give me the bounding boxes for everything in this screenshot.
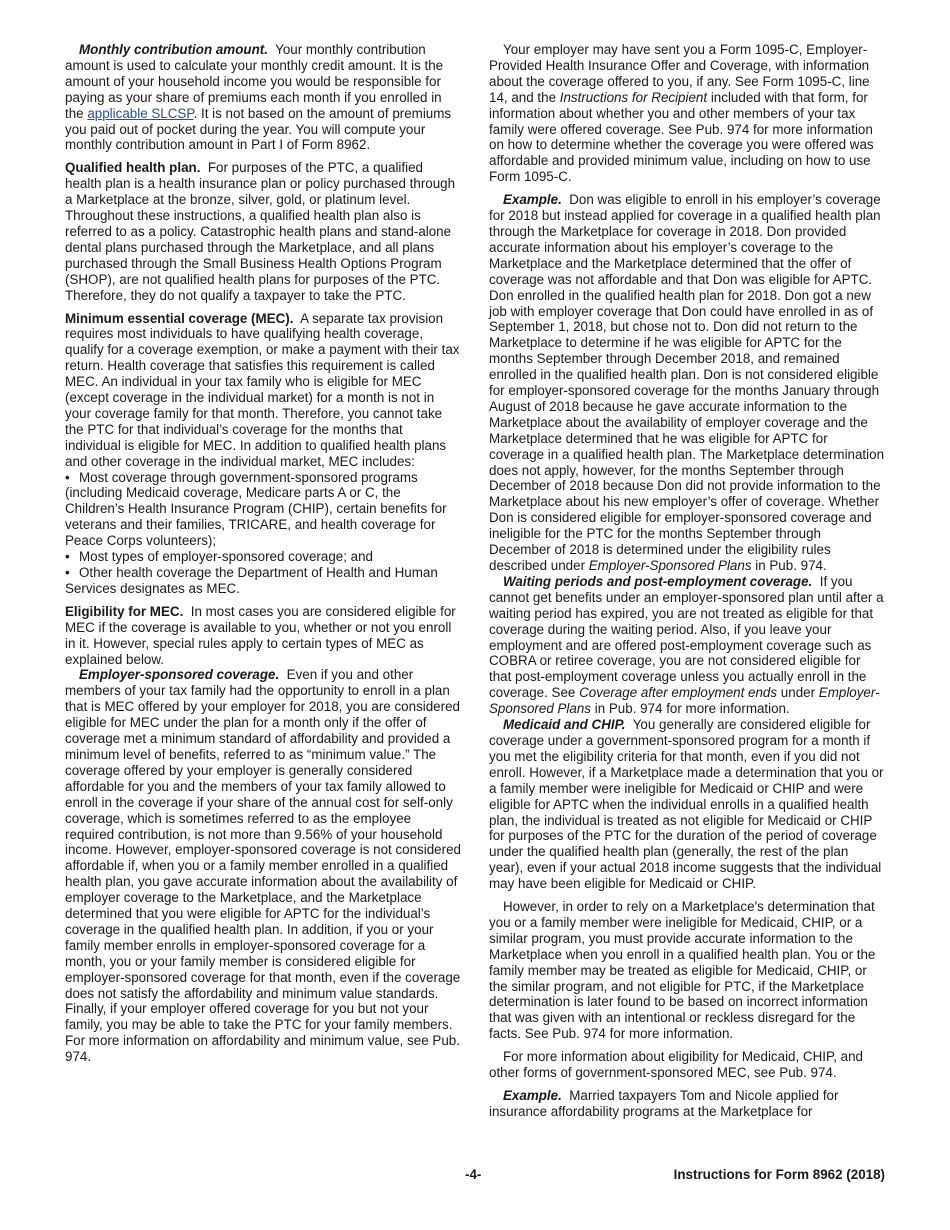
right-column <box>489 42 885 1127</box>
section-heading: Example. <box>503 1088 562 1103</box>
example-don-paragraph: Example. Don was eligible to enroll in his employer’s coverage for 2018 but instead applied for coverage in a qualified health plan through the Marketplace for coverage in 2018. Don provided accurate information about his employer’s coverage to the Marketplace and the Marketplace determined that the offer of coverage was not affordable and that Don was eligible for APTC. Don enrolled in the qualified health plan for 2018. Don got a new job with employer coverage that Don could have enrolled in as of September 1, 2018, but chose not to. Don did not return to the Marketplace to determine if he was eligible for APTC for the months September through December 2018, and remained enrolled in the qualified health plan. Don is not considered eligible for employer-sponsored coverage for the months January through August of 2018 because he gave accurate information to the Marketplace about the availability of employer coverage and the Marketplace determined that he was eligible for APTC for coverage in a qualified health plan. The Marketplace determination does not apply, however, for the months September through December of 2018 because Don did not provide information to the Marketplace about his new employer’s offer of coverage. Whether Don is considered eligible for employer-sponsored coverage and ineligible for the PTC for the months September through December of 2018 is determined under the eligibility rules described under Employer-Sponsored Plans in Pub. 974. <box>489 192 885 573</box>
mec-paragraph: Minimum essential coverage (MEC). A separate tax provision requires most individuals to have qualifying health coverage, qualify for a coverage exemption, or make a payment with their tax return. Health coverage that satisfies this requirement is called MEC. An individual in your tax family who is eligible for MEC (except coverage in the individual market) for a month is not in your coverage family for that month. Therefore, you cannot take the PTC for that individual’s coverage for the months that individual is eligible for MEC. In addition to qualified health plans and other coverage in the individual market, MEC includes: <box>65 310 460 469</box>
form-reference: Instructions for Form 8962 (2018) <box>673 1167 885 1182</box>
section-heading: Eligibility for MEC. <box>65 603 184 619</box>
mec-bullet-list <box>65 470 461 597</box>
marketplace-determination-paragraph: However, in order to rely on a Marketplace's determination that you or a family member were ineligible for Medicaid, CHIP, or a similar program, you must provide accurate information to the Marketplace when you enroll in a qualified health plan. You or the family member may be treated as eligible for Medicaid, CHIP, or the similar program, and not eligible for PTC, if the Marketplace determination is later found to be based on incorrect information that was given with an intentional or reckless disregard for the facts. See Pub. 974 for more information. <box>489 899 876 1042</box>
section-heading: Qualified health plan. <box>65 160 201 176</box>
list-item: • Most coverage through government-sponsored programs (including Medicaid coverage, Medicare parts A or C, the Children’s Health Insurance Program (CHIP), certain benefits for veterans and their families, TRICARE, and health coverage for Peace Corps volunteers); <box>65 470 461 550</box>
form-1095c-paragraph: Your employer may have sent you a Form 1095-C, Employer-Provided Health Insurance Offer and Coverage, with information about the coverage offered to you, if any. See Form 1095-C, line 14, and the Instructions for Recipient included with that form, for information about whether you and other members of your tax family were offered coverage. See Pub. 974 for more information on how to determine whether the coverage you were offered was affordable and provided minimum value, including on how to use Form 1095-C. <box>489 42 874 185</box>
section-heading: Waiting periods and post-employment coverage. <box>503 573 813 589</box>
eligibility-mec-paragraph: Eligibility for MEC. In most cases you are considered eligible for MEC if the coverage is available to you, whether or not you enroll in it. However, special rules apply to certain types of MEC as explained below. <box>65 603 456 667</box>
medicaid-chip-paragraph: Medicaid and CHIP. You generally are considered eligible for coverage under a government-sponsored program for a month if you met the eligibility criteria for that month, even if you did not enroll. However, if a Marketplace made a determination that you or a family member were ineligible for Medicaid or CHIP and were eligible for APTC when the individual enrolls in a qualified health plan, the individual is treated as not eligible for Medicaid or CHIP for purposes of the PTC for the duration of the period of coverage under the qualified health plan (generally, the rest of the plan year), even if your actual 2018 income suggests that the individual may have been eligible for Medicaid or CHIP. <box>489 717 884 892</box>
left-column <box>65 42 461 1072</box>
list-item: • Most types of employer-sponsored coverage; and <box>65 549 461 565</box>
employer-sponsored-paragraph: Employer-sponsored coverage. Even if you and other members of your tax family had the opportunity to enroll in a plan that is MEC offered by your employer for 2018, you are considered eligible for MEC under the plan for a month only if the offer of coverage met a minimum standard of affordability and provided a minimum level of benefits, referred to as “minimum value.” The coverage offered by your employer is generally considered affordable for you and the members of your tax family allowed to enroll in the coverage if your share of the annual cost for self-only coverage, which is sometimes referred to as the employee required contribution, is not more than 9.56% of your household income. However, employer-sponsored coverage is not considered affordable if, when you or a family member enrolled in a qualified health plan, you gave accurate information about the availability of employer coverage to the Marketplace, and the Marketplace determined that you were eligible for APTC for the individual’s coverage in the qualified health plan. In addition, if you or your family member enrolls in employer-sponsored coverage for a month, you or your family member is considered eligible for employer-sponsored coverage for that month, even if the coverage does not satisfy the affordability and minimum value standards. Finally, if your employer offered coverage for you but not your family, you may be able to take the PTC for your family members. For more information on affordability and minimum value, see Pub. 974. <box>65 667 461 1065</box>
section-heading: Minimum essential coverage (MEC). <box>65 310 294 326</box>
applicable-slcsp-link[interactable]: applicable SLCSP <box>87 105 194 121</box>
qualified-health-plan-paragraph: Qualified health plan. For purposes of the PTC, a qualified health plan is a health insurance plan or policy purchased through a Marketplace at the bronze, silver, gold, or platinum level. Throughout these instructions, a qualified health plan also is referred to as a policy. Catastrophic health plans and stand-alone dental plans purchased through the Marketplace, and all plans purchased through the Small Business Health Options Program (SHOP), are not qualified health plans for purposes of the PTC. Therefore, they do not qualify a taxpayer to take the PTC. <box>65 160 456 303</box>
section-heading: Monthly contribution amount. <box>79 42 268 57</box>
more-information-paragraph: For more information about eligibility for Medicaid, CHIP, and other forms of government-sponsored MEC, see Pub. 974. <box>489 1049 863 1081</box>
waiting-periods-paragraph: Waiting periods and post-employment coverage. If you cannot get benefits under an employer-sponsored plan until after a waiting period has expired, you are not treated as eligible for that coverage during the waiting period. Also, if you leave your employment and are offered post-employment coverage such as COBRA or retiree coverage, you are not considered eligible for that post-employment coverage unless you actually enroll in the coverage. See Coverage after employment ends under Employer-Sponsored Plans in Pub. 974 for more information. <box>489 573 884 717</box>
section-heading: Medicaid and CHIP. <box>503 717 626 733</box>
page-footer <box>65 1167 885 1185</box>
section-heading: Employer-sponsored coverage. <box>79 667 280 683</box>
list-item: • Other health coverage the Department of Health and Human Services designates as MEC. <box>65 565 461 597</box>
page-number: -4- <box>465 1167 482 1182</box>
monthly-contribution-paragraph: Monthly contribution amount. Your monthly contribution amount is used to calculate your monthly credit amount. It is the amount of your household income you would be responsible for paying as your share of premiums each month if you enrolled in the applicable SLCSP. It is not based on the amount of premiums you paid out of pocket during the year. You will compute your monthly contribution amount in Part I of Form 8962. <box>65 42 452 153</box>
section-heading: Example. <box>503 192 562 208</box>
example-tom-nicole-paragraph: Example. Married taxpayers Tom and Nicole applied for insurance affordability programs at the Marketplace for <box>489 1088 839 1119</box>
